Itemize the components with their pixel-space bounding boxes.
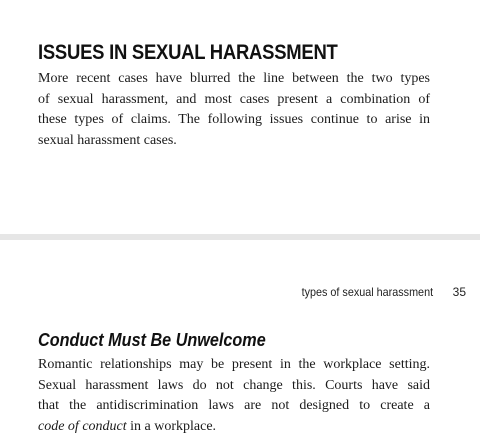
paragraph-text: in a workplace. xyxy=(126,418,217,434)
paragraph-line: Romantic relationships may be present in the workplace setting. xyxy=(38,357,430,372)
paragraph-line: these types of claims. The following issues continue to arise in xyxy=(38,112,430,127)
paragraph-line: Sexual harassment laws do not change this. Courts have said xyxy=(38,377,430,393)
paragraph-line: of sexual harassment, and most cases present a combination of xyxy=(38,91,430,107)
running-head xyxy=(287,285,466,299)
subsection-heading: Conduct Must Be Unwelcome xyxy=(38,330,266,350)
intro-paragraph xyxy=(38,69,430,151)
paragraph-line: sexual harassment cases. xyxy=(38,132,177,148)
paragraph-line xyxy=(38,417,430,437)
page-number: 35 xyxy=(452,285,466,299)
running-head-title: types of sexual harassment xyxy=(301,285,433,299)
section-heading: ISSUES IN SEXUAL HARASSMENT xyxy=(38,41,338,64)
subsection-paragraph xyxy=(38,355,430,437)
paragraph-line: More recent cases have blurred the line between the two types xyxy=(38,71,430,86)
italic-term: code of conduct xyxy=(38,418,127,434)
paragraph-line: that the antidiscrimination laws are not designed to create a xyxy=(38,398,430,413)
